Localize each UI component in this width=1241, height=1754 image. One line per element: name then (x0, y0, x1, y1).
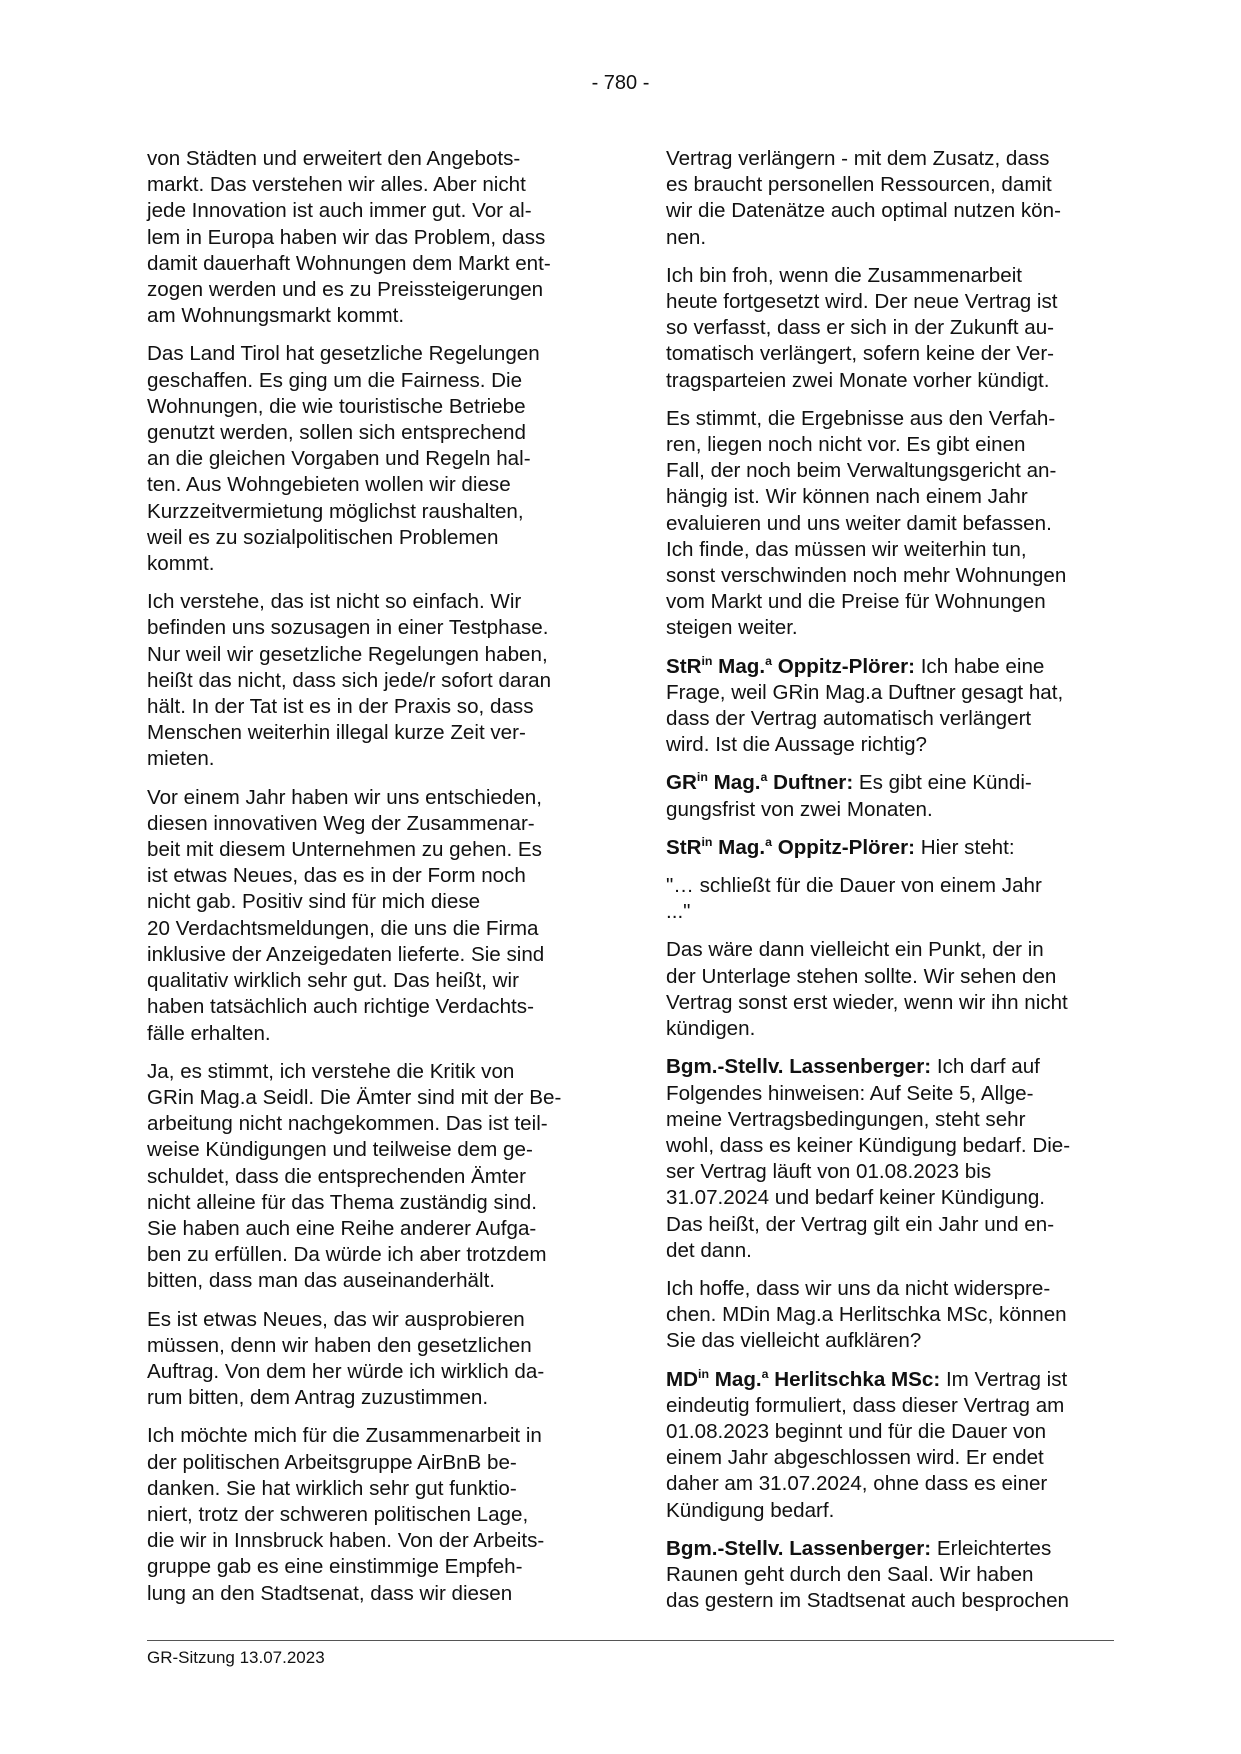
paragraph: Ja, es stimmt, ich verstehe die Kritik von GRin Mag.a Seidl. Die Ämter sind mit der Be- arbeitung nicht nachgekommen. Das ist teil- weise Kündigungen und teilweise dem ge- schuldet, dass die entsprechenden Ämter nicht alleine für das Thema zuständig sind. Sie haben auch eine Reihe anderer Aufga- ben zu erfüllen. Da würde ich aber trotzdem bitten, dass man das auseinanderhält. (147, 1059, 562, 1293)
paragraph: Vor einem Jahr haben wir uns entschieden, diesen innovativen Weg der Zusammenar- beit mit diesem Unternehmen zu gehen. Es ist etwas Neues, das es in der Form noch nicht gab. Positiv sind für mich diese 20 Verdachtsmeldungen, die uns die Firma inklusive der Anzeigedaten lieferte. Sie sind qualitativ wirklich sehr gut. Das heißt, wir haben tatsächlich auch richtige Verdachts- fälle erhalten. (147, 785, 545, 1045)
right-column (666, 146, 1114, 1614)
speech-text: Ich habe eine Frage, weil GRin Mag.a Duftner gesagt hat, dass der Vertrag automatisch verlängert wird. Ist die Aussage richtig? (666, 654, 1064, 757)
paragraph: von Städten und erweitert den Angebots- markt. Das verstehen wir alles. Aber nicht jede Innovation ist auch immer gut. Vor al- lem in Europa haben wir das Problem, dass damit dauerhaft Wohnungen dem Markt ent- zogen werden und es zu Preissteigerungen am Wohnungsmarkt kommt. (147, 147, 551, 328)
speaker-name: Bgm.-Stellv. Lassenberger: (666, 1536, 932, 1560)
speaker-name: StR$^{in}$ Mag.$^a$ Oppitz-Plörer: (666, 835, 915, 859)
paragraph: Vertrag verlängern - mit dem Zusatz, dass es braucht personellen Ressourcen, damit wir die Datenätze auch optimal nutzen kön- nen. (666, 147, 1061, 249)
speaker-name: $MD^{in}$ Mag.$^a$ Herlitschka MSc: (666, 1366, 941, 1391)
speech-paragraph (666, 1054, 1114, 1264)
quote-paragraph: "… schließt für die Dauer von einem Jahr ..." (666, 874, 1042, 924)
speech-paragraph (666, 1367, 1114, 1524)
speech-text: Es gibt eine Kündi- gungsfrist von zwei Monaten. (666, 771, 1032, 821)
speech-text: Ich darf auf Folgendes hinweisen: Auf Seite 5, Allge- meine Vertragsbedingungen, steht sehr wohl, dass es keiner Kündigung bedarf. Die- ser Vertrag läuft von 01.08.2023 bis 31.07.2024 und bedarf keiner Kündigung. Das heißt, der Vertrag gilt ein Jahr und en- det dann. (666, 1055, 1071, 1262)
speaker-name: Bgm.-Stellv. Lassenberger: (666, 1055, 932, 1079)
speech-text: Im Vertrag ist eindeutig formuliert, dass dieser Vertrag am 01.08.2023 beginnt und für die Dauer von einem Jahr abgeschlossen wird. Er endet daher am 31.07.2024, ohne dass es einer Kündigung bedarf. (666, 1367, 1068, 1522)
footer-text: GR-Sitzung 13.07.2023 (147, 1648, 325, 1667)
speech-paragraph (666, 770, 1114, 822)
page-number: - 780 - (591, 72, 650, 94)
paragraph: Das Land Tirol hat gesetzliche Regelungen geschaffen. Es ging um die Fairness. Die Wohnungen, die wie touristische Betriebe genutzt werden, sollen sich entsprechend an die gleichen Vorgaben und Regeln hal- ten. Aus Wohngebieten wollen wir diese Kurzzeitvermietung möglichst raushalten, weil es zu sozialpolitischen Problemen kommt. (147, 342, 540, 576)
left-column (147, 146, 595, 1607)
paragraph: Es stimmt, die Ergebnisse aus den Verfah- ren, liegen noch nicht vor. Es gibt einen Fall, der noch beim Verwaltungsgericht an- hängig ist. Wir können nach einem Jahr evaluieren und uns weiter damit befassen. Ich finde, das müssen wir weiterhin tun, sonst verschwinden noch mehr Wohnungen vom Markt und die Preise für Wohnungen steigen weiter. (666, 406, 1067, 640)
speech-text: Hier steht: (914, 835, 1015, 859)
paragraph: Ich hoffe, dass wir uns da nicht widerspre- chen. MDin Mag.a Herlitschka MSc, können Sie das vielleicht aufklären? (666, 1276, 1067, 1353)
speech-text: Erleichtertes Raunen geht durch den Saal. Wir haben das gestern im Stadtsenat auch besprochen (666, 1536, 1069, 1613)
speech-paragraph (666, 835, 1114, 861)
speech-paragraph (666, 654, 1114, 759)
paragraph: Es ist etwas Neues, das wir ausprobieren müssen, denn wir haben den gesetzlichen Auftrag. Von dem her würde ich wirklich da- rum bitten, dem Antrag zuzustimmen. (147, 1307, 545, 1410)
footer-divider (147, 1640, 1114, 1641)
speaker-name: StR$^{in}$ Mag.$^a$ Oppitz-Plörer: (666, 653, 915, 678)
paragraph: Das wäre dann vielleicht ein Punkt, der in der Unterlage stehen sollte. Wir sehen den Vertrag sonst erst wieder, wenn wir ihn nicht kündigen. (666, 938, 1068, 1041)
speaker-name: $GR^{in}$ Mag.$^a$ Duftner: (666, 770, 854, 795)
paragraph: Ich verstehe, das ist nicht so einfach. Wir befinden uns sozusagen in einer Testphase. Nur weil wir gesetzliche Regelungen haben, heißt das nicht, dass sich jede/r sofort daran hält. In der Tat ist es in der Praxis so, dass Menschen weiterhin illegal kurze Zeit ver- mieten. (147, 590, 552, 771)
speech-paragraph (666, 1536, 1114, 1615)
paragraph: Ich bin froh, wenn die Zusammenarbeit heute fortgesetzt wird. Der neue Vertrag ist so verfasst, dass er sich in der Zukunft au- tomatisch verlängert, sofern keine der Ver- tragsparteien zwei Monate vorher kündigt. (666, 263, 1058, 392)
paragraph: Ich möchte mich für die Zusammenarbeit in der politischen Arbeitsgruppe AirBnB be- danken. Sie hat wirklich sehr gut funktio- niert, trotz der schweren politischen Lage, die wir in Innsbruck haben. Von der Arbeits- gruppe gab es eine einstimmige Empfeh- lung an den Stadtsenat, dass wir diesen (147, 1424, 545, 1605)
